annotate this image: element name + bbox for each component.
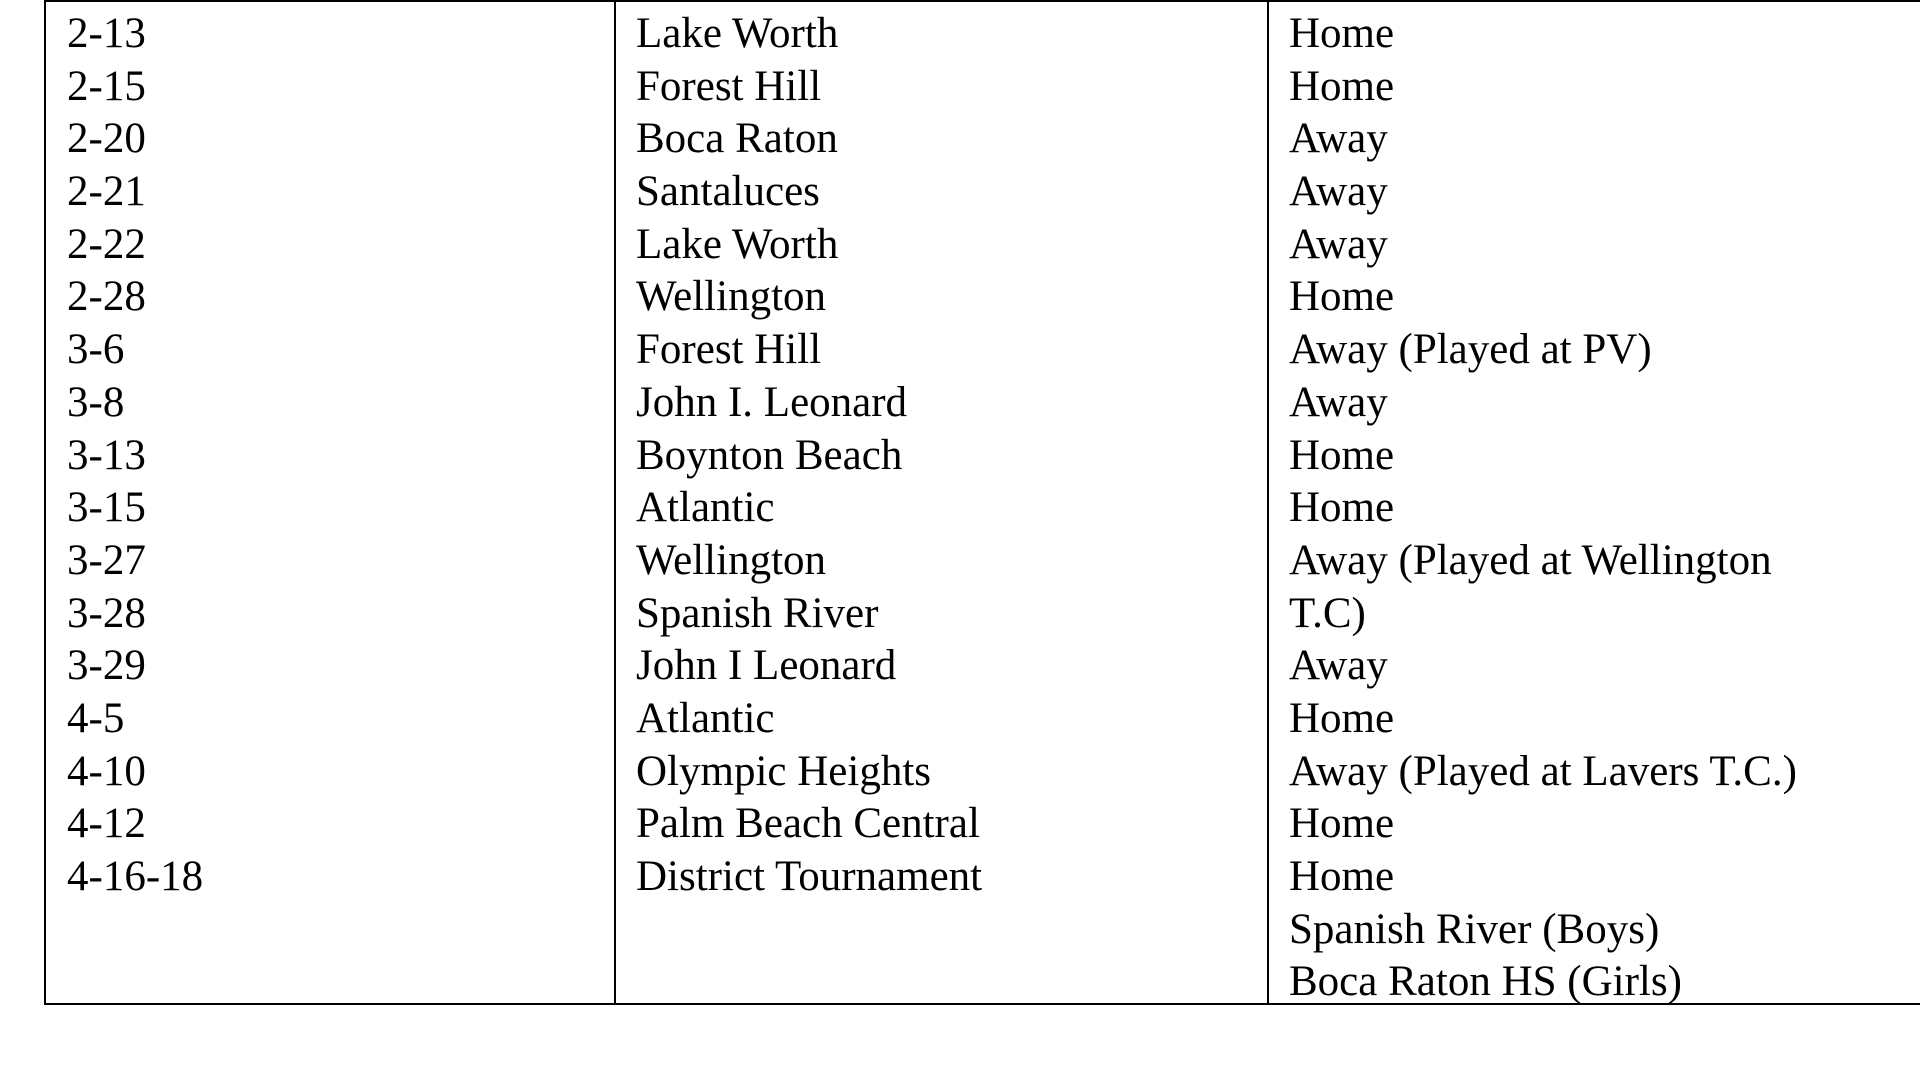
location-cell: Spanish River (Boys) bbox=[1289, 905, 1660, 953]
opponent-cell: Wellington bbox=[636, 536, 827, 584]
location-column bbox=[1269, 2, 1920, 1006]
location-cell: T.C) bbox=[1289, 589, 1366, 637]
date-cell: 2-15 bbox=[67, 62, 146, 110]
opponent-cell: Santaluces bbox=[636, 168, 820, 216]
location-cell: Home bbox=[1289, 273, 1395, 321]
date-cell: 3-15 bbox=[67, 484, 146, 532]
date-cell: 3-6 bbox=[67, 326, 125, 374]
location-cell: Away (Played at Wellington bbox=[1289, 536, 1772, 584]
location-cell: Home bbox=[1289, 62, 1395, 110]
opponent-cell: Boca Raton bbox=[636, 115, 838, 163]
location-cell: Away bbox=[1289, 378, 1388, 426]
location-cell: Home bbox=[1289, 800, 1395, 848]
opponent-cell: Lake Worth bbox=[636, 10, 839, 57]
date-cell: 4-12 bbox=[67, 800, 146, 848]
date-cell: 4-16-18 bbox=[67, 853, 204, 900]
location-cell: Away bbox=[1289, 168, 1388, 216]
opponent-cell: Forest Hill bbox=[636, 326, 822, 374]
location-cell: Away (Played at Lavers T.C.) bbox=[1289, 747, 1797, 795]
date-column bbox=[46, 2, 616, 1003]
opponent-column bbox=[616, 2, 1269, 1003]
location-cell: Home bbox=[1289, 853, 1395, 900]
opponent-cell: District Tournament bbox=[636, 853, 983, 900]
opponent-cell: Atlantic bbox=[636, 694, 775, 742]
date-cell: 4-5 bbox=[67, 694, 125, 742]
location-cell: Away bbox=[1289, 220, 1388, 268]
opponent-cell: Palm Beach Central bbox=[636, 800, 980, 848]
date-cell: 2-13 bbox=[67, 10, 146, 57]
opponent-cell: Atlantic bbox=[636, 484, 775, 532]
date-cell: 2-28 bbox=[67, 273, 146, 321]
opponent-cell: Spanish River bbox=[636, 589, 879, 637]
schedule-table bbox=[44, 0, 1920, 1005]
date-cell: 3-29 bbox=[67, 642, 146, 690]
date-cell: 2-22 bbox=[67, 220, 146, 268]
date-cell: 3-28 bbox=[67, 589, 146, 637]
opponent-cell: Forest Hill bbox=[636, 62, 822, 110]
opponent-cell: John I Leonard bbox=[636, 642, 897, 690]
date-cell: 3-13 bbox=[67, 431, 146, 479]
opponent-cell: Lake Worth bbox=[636, 220, 839, 268]
location-cell: Home bbox=[1289, 694, 1395, 742]
opponent-cell: Boynton Beach bbox=[636, 431, 903, 479]
location-cell: Boca Raton HS (Girls) bbox=[1289, 958, 1682, 1006]
date-cell: 2-20 bbox=[67, 115, 146, 163]
location-cell: Home bbox=[1289, 10, 1395, 57]
opponent-cell: John I. Leonard bbox=[636, 378, 908, 426]
date-cell: 4-10 bbox=[67, 747, 146, 795]
location-cell: Home bbox=[1289, 431, 1395, 479]
opponent-cell: Wellington bbox=[636, 273, 827, 321]
location-cell: Home bbox=[1289, 484, 1395, 532]
opponent-cell: Olympic Heights bbox=[636, 747, 931, 795]
date-cell: 3-27 bbox=[67, 536, 146, 584]
location-cell: Away bbox=[1289, 115, 1388, 163]
date-cell: 2-21 bbox=[67, 168, 146, 216]
date-cell: 3-8 bbox=[67, 378, 125, 426]
location-cell: Away bbox=[1289, 642, 1388, 690]
location-cell: Away (Played at PV) bbox=[1289, 326, 1652, 374]
